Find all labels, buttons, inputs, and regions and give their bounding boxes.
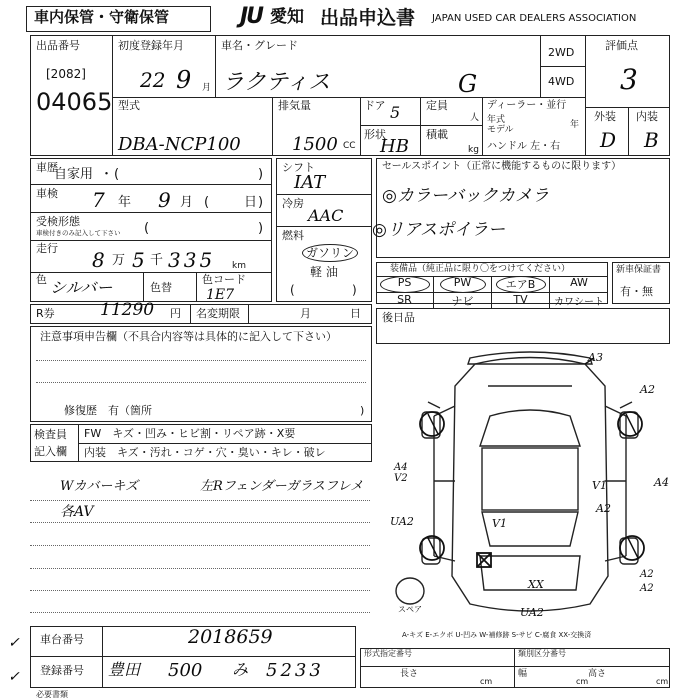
model-year-label: 年式: [487, 115, 506, 125]
model-year-unit: 年: [570, 120, 580, 130]
equip-leather-seat: カワシート: [554, 297, 604, 308]
shift-label: シフト: [282, 161, 315, 174]
mileage-sen-unit: 千: [150, 253, 164, 268]
inspection-year-unit: 年: [118, 195, 132, 210]
drive-2wd: 2WD: [548, 46, 575, 59]
interior-grade: B: [644, 128, 659, 152]
grade-value: G: [458, 70, 478, 98]
recv-form-open: (: [144, 221, 150, 236]
first-registration-year: 22: [140, 68, 166, 92]
inspection-day-close: ): [258, 195, 264, 210]
shape-label: 形状: [364, 128, 386, 141]
height-label: 高さ: [588, 669, 607, 679]
exterior-label: 外装: [594, 110, 616, 123]
inspection-day-unit: 日: [244, 195, 258, 210]
fuel-label: 燃料: [282, 229, 304, 242]
note-1: Wカバーキズ: [60, 479, 139, 494]
doors-label: ドア: [364, 99, 386, 112]
car-name-label: 車名・グレード: [221, 39, 298, 52]
model-label: 型式: [118, 99, 140, 112]
lot-number-small: [2082]: [46, 67, 86, 81]
storage-label: 車内保管・守衛保管: [34, 8, 170, 26]
mileage-label: 走行: [36, 242, 58, 255]
km-unit: km: [232, 261, 246, 271]
model-value: DBA-NCP100: [118, 134, 241, 155]
name-change-month: 月: [300, 307, 311, 320]
history-label: 車歴: [36, 161, 58, 174]
reg-class: 500: [168, 660, 203, 681]
cc-unit: CC: [343, 141, 356, 151]
mark-a4-right: A4: [654, 476, 669, 489]
reg-num: 5233: [266, 660, 324, 681]
ju-logo: JU: [240, 4, 263, 29]
equip-pw: PW: [434, 276, 492, 293]
load-label: 積載: [426, 128, 448, 141]
handle-label: ハンドル 左・右: [487, 141, 561, 152]
equip-sr: SR: [376, 293, 434, 309]
score-label: 評価点: [605, 39, 638, 52]
capacity-label: 定員: [426, 99, 448, 112]
car-name-value: ラクティス: [222, 70, 331, 95]
sales-points-box: [376, 158, 670, 258]
model-year2-label: モデル: [487, 125, 514, 135]
fuel-value: ガソリン: [302, 244, 358, 262]
first-registration-month-unit: 月: [202, 83, 212, 93]
fuel-diesel: 軽 油: [310, 265, 338, 279]
mark-a4v2-left: A4 V2: [394, 462, 408, 484]
mark-a2-right: A2: [596, 502, 611, 515]
color-code-label: 色コード: [202, 273, 246, 286]
equip-airbag: エアB: [492, 276, 550, 293]
fw-row: FW キズ・凹み・ヒビ割・リペア跡・X要: [84, 427, 296, 440]
warranty-options: 有・無: [620, 285, 653, 298]
width-label: 幅: [518, 669, 528, 679]
lot-number-value: 04065: [36, 88, 113, 116]
spare-label: スペア: [398, 605, 422, 614]
mark-ua2-bottom: UA2: [520, 606, 544, 619]
history-dot: ・: [100, 167, 114, 182]
reg-number-label: 登録番号: [40, 664, 84, 677]
note-2: 左Rフェンダーガラスフレメ: [200, 479, 364, 494]
kg-unit: kg: [468, 145, 479, 155]
name-change-label: 名変期限: [196, 307, 240, 320]
class-no-label: 類別区分番号: [518, 649, 566, 658]
height-unit: cm: [656, 677, 669, 686]
displacement-label: 排気量: [278, 99, 311, 112]
mark-a2-bottom-right-2: A2: [640, 583, 654, 594]
dealer-label: ディーラー・並行: [487, 100, 567, 111]
recv-form-note: 車検付きのみ記入して下さい: [36, 229, 121, 237]
mark-a3: A3: [588, 351, 603, 364]
car-damage-diagram: [380, 346, 675, 636]
frame-number-label: 車台番号: [40, 633, 84, 646]
history-paren-open: (: [114, 167, 120, 182]
shape-value: HB: [380, 136, 409, 157]
doors-value: 5: [390, 103, 401, 122]
color-swap-label: 色替: [150, 281, 172, 294]
damage-legend: A-キズ E-エクボ U-凹み W-補修跡 S-サビ C-腐食 XX-交換済: [402, 631, 592, 639]
check-mark-1: ✓: [8, 635, 20, 651]
equip-tv: TV: [492, 293, 550, 309]
equip-ps-circle: [380, 276, 430, 293]
color-code-value: 1E7: [206, 287, 235, 303]
note-3: 各AV: [60, 504, 94, 520]
score-value: 3: [620, 63, 638, 96]
sales-point-2: ◎リアスポイラー: [372, 220, 506, 240]
rtax-value: 11290: [100, 300, 155, 320]
document-title: 出品申込書: [320, 7, 416, 29]
interior-row: 内装 キズ・汚れ・コゲ・穴・臭い・キレ・破レ: [84, 446, 326, 459]
fuel-paren-open: (: [290, 283, 295, 297]
check-mark-2: ✓: [8, 669, 20, 685]
length-unit: cm: [480, 677, 493, 686]
association-name: JAPAN USED CAR DEALERS ASSOCIATION: [432, 13, 637, 24]
equip-aw: AW: [550, 276, 608, 293]
sales-point-1: ◎カラーバックカメラ: [382, 186, 549, 206]
mark-a2-bottom-right: A2: [640, 569, 654, 580]
color-value: シルバー: [50, 278, 113, 297]
equipment-label: 装備品（純正品に限り〇をつけてください）: [390, 264, 571, 274]
frame-number-value: 2018659: [188, 626, 273, 648]
person-unit: 人: [470, 113, 480, 123]
first-registration-month: 9: [176, 66, 192, 94]
mark-a2-tr: A2: [640, 383, 655, 396]
reg-area: 豊田: [108, 660, 141, 679]
first-registration-label: 初度登録年月: [118, 39, 184, 52]
length-label: 長さ: [400, 669, 419, 679]
notice-label: 注意事項申告欄（不具合内容等は具体的に記入して下さい）: [40, 330, 337, 343]
fuel-paren-close: ): [352, 283, 357, 297]
mileage-sen: 5: [132, 248, 145, 272]
inspection-day-open: (: [204, 195, 210, 210]
footer-docs: 必要書類: [36, 690, 68, 699]
aircon-label: 冷房: [282, 197, 304, 210]
lot-number-label: 出品番号: [36, 39, 80, 52]
name-change-day: 日: [350, 307, 361, 320]
shift-value: IAT: [294, 172, 326, 193]
inspector-label: 検査員: [34, 428, 67, 441]
mileage-man: 8: [92, 248, 105, 272]
recv-form-label: 受検形態: [36, 215, 80, 228]
entry-label: 記入欄: [34, 445, 67, 458]
mark-v1-left: V1: [492, 517, 507, 530]
mark-xx: XX: [528, 578, 544, 591]
aircon-value: AAC: [308, 206, 344, 225]
interior-label: 内装: [636, 110, 658, 123]
drive-4wd: 4WD: [548, 75, 575, 88]
type-cert-label: 形式指定番号: [364, 649, 412, 658]
inspection-month-unit: 月: [180, 195, 194, 210]
width-unit: cm: [576, 677, 589, 686]
reg-kana: み: [232, 660, 249, 679]
equip-pw-circle: [440, 276, 486, 293]
history-private: 自家用: [54, 167, 94, 182]
equip-navi: ナビ: [434, 293, 492, 309]
equip-ps: PS: [376, 276, 434, 293]
org-name: 愛知: [270, 7, 304, 27]
repair-history-close: ): [360, 404, 365, 417]
equip-airbag-circle: [496, 276, 546, 293]
exterior-grade: D: [600, 128, 617, 152]
color-label: 色: [36, 273, 47, 286]
rtax-yen: 円: [170, 307, 181, 320]
sales-points-label: セールスポイント（正常に機能するものに限ります）: [382, 161, 622, 172]
recv-form-close: ): [258, 221, 264, 236]
after-sale-label: 後日品: [382, 311, 415, 324]
rtax-label: R券: [36, 307, 55, 320]
inspection-label: 車検: [36, 187, 58, 200]
displacement-value: 1500: [292, 134, 338, 155]
mark-ua2-left: UA2: [390, 515, 414, 528]
history-paren-close: ): [258, 167, 264, 182]
mileage-rest: 335: [168, 248, 216, 272]
inspection-year: 7: [92, 188, 105, 212]
mark-v1-right: V1: [592, 479, 607, 492]
warranty-label: 新車保証書: [616, 265, 662, 275]
inspection-month: 9: [158, 188, 171, 212]
after-sale-box: [376, 308, 670, 344]
repair-history-label: 修復歴 有（箇所: [64, 404, 152, 417]
mileage-man-unit: 万: [112, 253, 126, 268]
